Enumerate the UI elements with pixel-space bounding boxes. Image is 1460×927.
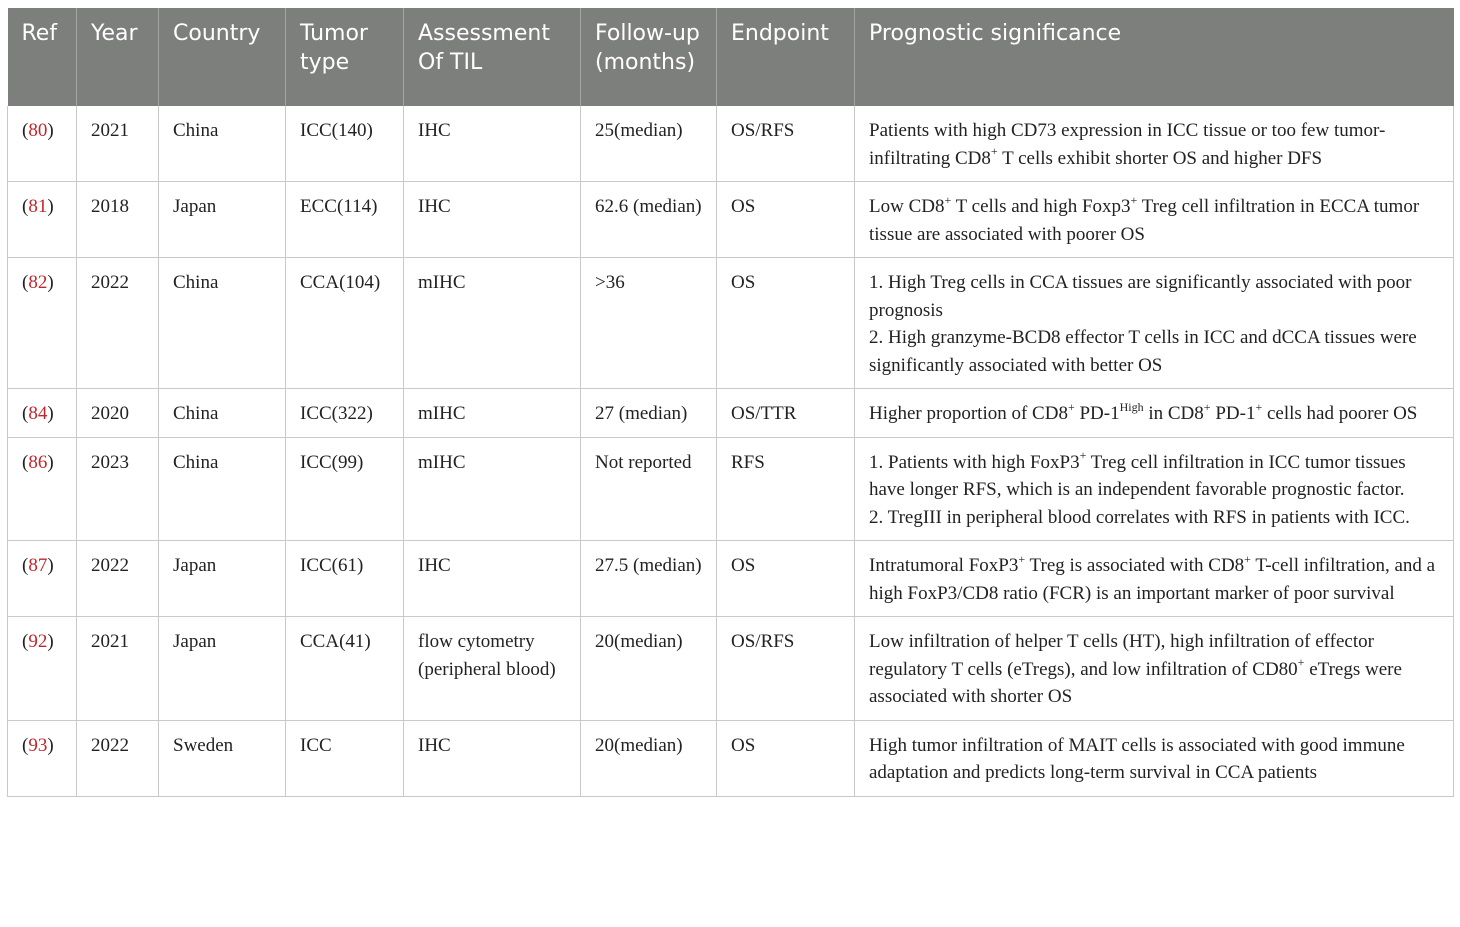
cell-prognostic-significance xyxy=(855,106,1454,182)
cell-year: 2023 xyxy=(77,437,159,541)
cell-endpoint: OS/RFS xyxy=(717,617,855,721)
table-row xyxy=(8,258,1454,389)
significance-line xyxy=(869,269,1439,324)
cell-ref: (84) xyxy=(8,389,77,438)
text-segment: 2. TregIII in peripheral blood correlates with RFS in patients with ICC. xyxy=(869,506,1410,528)
superscript: + xyxy=(1203,399,1211,414)
cell-year: 2021 xyxy=(77,617,159,721)
superscript: + xyxy=(1244,551,1251,566)
cell-ref: (80) xyxy=(8,106,77,182)
header-assessment: Assessment Of TIL xyxy=(404,8,581,106)
ref-link[interactable]: 92 xyxy=(28,631,48,652)
table-row xyxy=(8,541,1454,617)
text-segment: Patients with high CD73 expression in ICC tissue or too few tumor-infiltrating CD8 xyxy=(869,120,1386,169)
superscript: + xyxy=(944,192,952,207)
cell-prognostic-significance xyxy=(855,617,1454,721)
text-segment: Low CD8 xyxy=(869,196,945,217)
cell-follow-up: 25(median) xyxy=(581,106,717,182)
cell-assessment: IHC xyxy=(404,182,581,258)
text-segment: PD-1 xyxy=(1074,403,1120,424)
cell-assessment: IHC xyxy=(404,541,581,617)
superscript: + xyxy=(1079,448,1087,463)
superscript: High xyxy=(1119,399,1144,414)
cell-prognostic-significance xyxy=(855,389,1454,438)
text-segment: eTregs were associated with shorter OS xyxy=(869,658,1402,707)
significance-line xyxy=(869,193,1439,248)
ref-link[interactable]: 87 xyxy=(28,555,48,576)
cell-tumor-type: ICC xyxy=(286,720,404,796)
cell-follow-up: 27.5 (median) xyxy=(581,541,717,617)
cell-ref: (82) xyxy=(8,258,77,389)
text-segment: 1. Patients with high FoxP3 xyxy=(869,451,1080,473)
cell-year: 2022 xyxy=(77,720,159,796)
cell-endpoint: OS xyxy=(717,720,855,796)
significance-line xyxy=(869,449,1439,504)
cell-country: China xyxy=(159,258,286,389)
text-segment: Higher proportion of CD8 xyxy=(869,403,1068,424)
cell-follow-up: 20(median) xyxy=(581,617,717,721)
cell-tumor-type: ECC(114) xyxy=(286,182,404,258)
cell-follow-up: Not reported xyxy=(581,437,717,541)
cell-follow-up: 62.6 (median) xyxy=(581,182,717,258)
ref-link[interactable]: 81 xyxy=(28,196,48,217)
cell-endpoint: OS xyxy=(717,541,855,617)
til-prognosis-table xyxy=(7,8,1454,797)
ref-link[interactable]: 86 xyxy=(28,451,48,473)
table-row xyxy=(8,106,1454,182)
text-segment: High tumor infiltration of MAIT cells is associated with good immune adaptation and predicts long-term survival in CCA patients xyxy=(869,734,1405,783)
cell-country: Japan xyxy=(159,182,286,258)
significance-line xyxy=(869,400,1439,428)
header-row xyxy=(8,8,1454,106)
cell-assessment: mIHC xyxy=(404,437,581,541)
table-row xyxy=(8,389,1454,438)
cell-tumor-type: ICC(140) xyxy=(286,106,404,182)
cell-endpoint: OS/TTR xyxy=(717,389,855,438)
superscript: + xyxy=(990,144,998,159)
ref-link[interactable]: 84 xyxy=(28,403,48,424)
cell-assessment: IHC xyxy=(404,106,581,182)
cell-year: 2022 xyxy=(77,258,159,389)
cell-assessment: mIHC xyxy=(404,258,581,389)
header-year: Year xyxy=(77,8,159,106)
text-segment: cells had poorer OS xyxy=(1262,403,1418,424)
header-country: Country xyxy=(159,8,286,106)
text-segment: Treg cell infiltration in ICC tumor tissues have longer RFS, which is an independent favorable prognostic factor. xyxy=(869,451,1406,500)
cell-assessment: mIHC xyxy=(404,389,581,438)
superscript: + xyxy=(1067,399,1075,414)
cell-tumor-type: ICC(99) xyxy=(286,437,404,541)
cell-country: China xyxy=(159,389,286,438)
text-segment: T cells and high Foxp3 xyxy=(951,196,1131,217)
cell-prognostic-significance xyxy=(855,541,1454,617)
cell-prognostic-significance xyxy=(855,182,1454,258)
header-tumor-type: Tumor type xyxy=(286,8,404,106)
significance-line xyxy=(869,628,1439,711)
text-segment: in CD8 xyxy=(1143,403,1204,424)
significance-line xyxy=(869,552,1439,607)
cell-prognostic-significance xyxy=(855,258,1454,389)
cell-assessment: flow cytometry (peripheral blood) xyxy=(404,617,581,721)
cell-year: 2020 xyxy=(77,389,159,438)
cell-country: Sweden xyxy=(159,720,286,796)
significance-line xyxy=(869,504,1439,532)
cell-country: China xyxy=(159,106,286,182)
cell-year: 2018 xyxy=(77,182,159,258)
ref-link[interactable]: 80 xyxy=(28,120,48,141)
cell-ref: (92) xyxy=(8,617,77,721)
header-prognostic-significance: Prognostic significance xyxy=(855,8,1454,106)
ref-link[interactable]: 93 xyxy=(28,734,48,756)
table-row xyxy=(8,182,1454,258)
cell-year: 2022 xyxy=(77,541,159,617)
cell-endpoint: OS xyxy=(717,182,855,258)
text-segment: Intratumoral FoxP3 xyxy=(869,555,1019,576)
text-segment: 2. High granzyme-BCD8 effector T cells in ICC and dCCA tissues were significantly associated with better OS xyxy=(869,327,1417,376)
ref-link[interactable]: 82 xyxy=(28,272,48,293)
cell-country: Japan xyxy=(159,541,286,617)
cell-ref: (93) xyxy=(8,720,77,796)
superscript: + xyxy=(1297,655,1305,670)
cell-follow-up: 20(median) xyxy=(581,720,717,796)
cell-tumor-type: ICC(61) xyxy=(286,541,404,617)
table-row xyxy=(8,437,1454,541)
header-ref: Ref xyxy=(8,8,77,106)
text-segment: T-cell infiltration, and a high FoxP3/CD8 ratio (FCR) is an important marker of poor survival xyxy=(869,555,1436,604)
table-row xyxy=(8,720,1454,796)
header-follow-up: Follow-up (months) xyxy=(581,8,717,106)
cell-endpoint: OS xyxy=(717,258,855,389)
cell-tumor-type: ICC(322) xyxy=(286,389,404,438)
text-segment: T cells exhibit shorter OS and higher DFS xyxy=(997,147,1323,169)
cell-ref: (81) xyxy=(8,182,77,258)
cell-year: 2021 xyxy=(77,106,159,182)
significance-line xyxy=(869,117,1439,172)
superscript: + xyxy=(1255,399,1263,414)
table-container xyxy=(7,8,1453,797)
cell-follow-up: >36 xyxy=(581,258,717,389)
significance-line xyxy=(869,732,1439,787)
cell-endpoint: OS/RFS xyxy=(717,106,855,182)
text-segment: Treg cell infiltration in ECCA tumor tissue are associated with poorer OS xyxy=(869,196,1420,245)
cell-prognostic-significance xyxy=(855,437,1454,541)
text-segment: Low infiltration of helper T cells (HT), high infiltration of effector regulatory T cells (eTregs), and low infiltration of CD80 xyxy=(869,631,1374,680)
cell-country: Japan xyxy=(159,617,286,721)
superscript: + xyxy=(1018,551,1026,566)
cell-ref: (86) xyxy=(8,437,77,541)
header-endpoint: Endpoint xyxy=(717,8,855,106)
superscript: + xyxy=(1130,192,1138,207)
significance-line xyxy=(869,324,1439,379)
cell-tumor-type: CCA(104) xyxy=(286,258,404,389)
table-body xyxy=(8,106,1454,796)
cell-follow-up: 27 (median) xyxy=(581,389,717,438)
text-segment: PD-1 xyxy=(1210,403,1256,424)
text-segment: Treg is associated with CD8 xyxy=(1025,555,1245,576)
text-segment: 1. High Treg cells in CCA tissues are significantly associated with poor prognosis xyxy=(869,272,1412,321)
cell-ref: (87) xyxy=(8,541,77,617)
cell-assessment: IHC xyxy=(404,720,581,796)
cell-endpoint: RFS xyxy=(717,437,855,541)
cell-tumor-type: CCA(41) xyxy=(286,617,404,721)
cell-country: China xyxy=(159,437,286,541)
cell-prognostic-significance xyxy=(855,720,1454,796)
table-row xyxy=(8,617,1454,721)
